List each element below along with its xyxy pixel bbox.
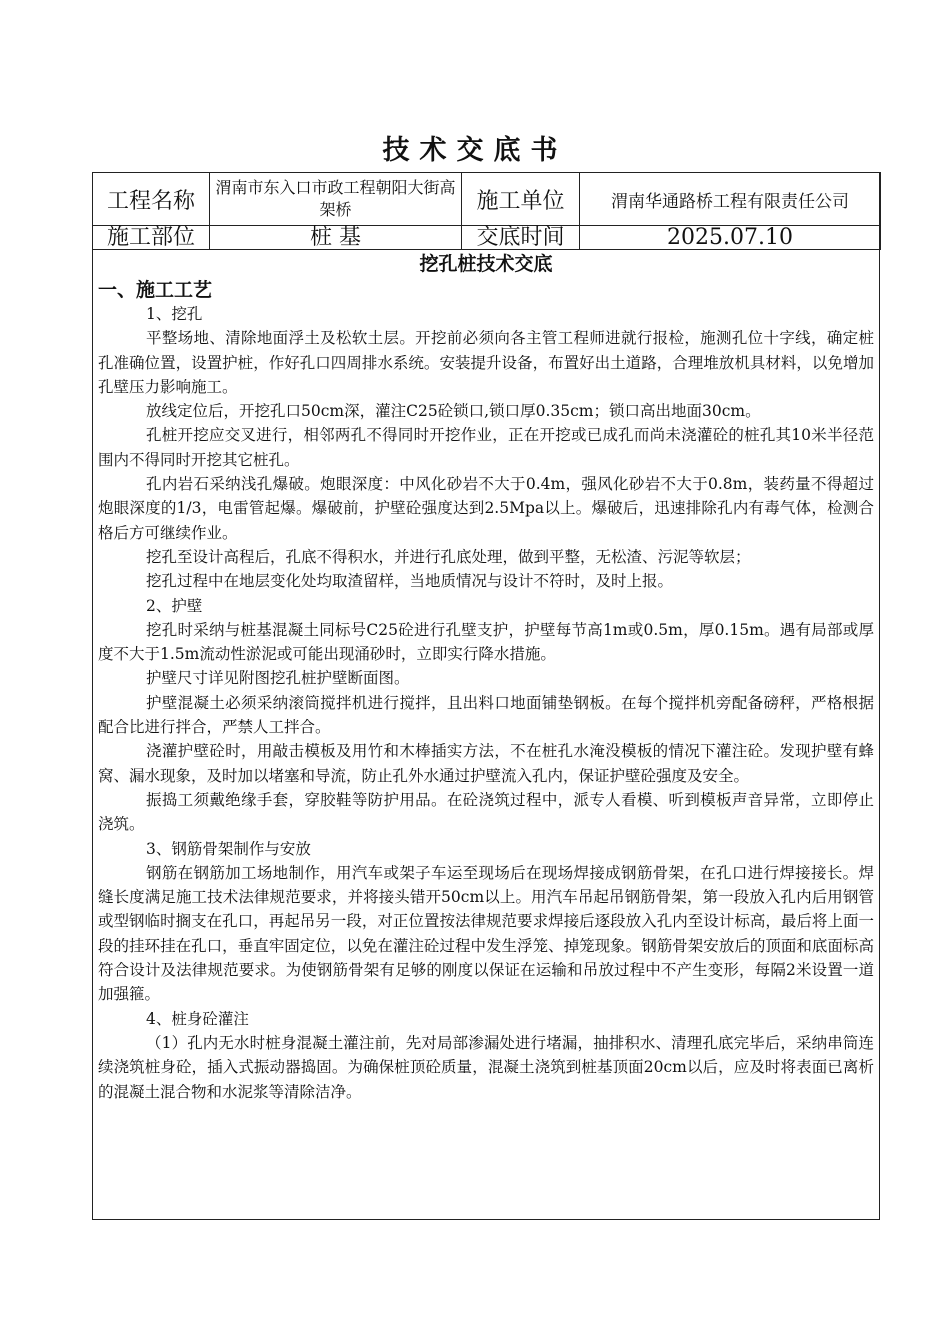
project-name-label: 工程名称: [93, 173, 210, 226]
subheading-retaining-wall: 2、护壁: [146, 596, 203, 615]
subheading-rebar-cage: 3、钢筋骨架制作与安放: [146, 839, 311, 858]
construction-unit-label: 施工单位: [462, 173, 580, 226]
paragraph: 挖孔过程中在地层变化处均取渣留样，当地质情况与设计不符时，及时上报。: [146, 572, 674, 591]
construction-part-value: 桩 基: [210, 226, 462, 250]
paragraph: 护壁混凝土必须采纳滚筒搅拌机进行搅拌，且出料口地面铺垫钢板。在每个搅拌机旁配备磅秤，严格根据配合比进行拌合，严禁人工拌合。: [98, 693, 874, 737]
header-table: [92, 172, 881, 250]
paragraph: 护壁尺寸详见附图挖孔桩护壁断面图。: [146, 669, 410, 688]
briefing-time-label: 交底时间: [462, 226, 580, 250]
section-title: 挖孔桩技术交底: [419, 253, 553, 275]
paragraph: 钢筋在钢筋加工场地制作，用汽车或架子车运至现场后在现场焊接成钢筋骨架，在孔口进行焊接接长。焊缝长度满足施工技术法律规范要求，并将接头错开50cm以上。用汽车吊起吊钢筋骨架，第一段放入孔内后用钢管或型钢临时搁支在孔口，再起吊另一段，对正位置按法律规范要求焊接后逐段放入孔内至设计标高，最后将上面一段的挂环挂在孔口，垂直牢固定位，以免在灌注砼过程中发生浮笼、掉笼现象。钢筋骨架安放后的顶面和底面标高符合设计及法律规范要求。为使钢筋骨架有足够的刚度以保证在运输和吊放过程中不产生变形，每隔2米设置一道加强箍。: [98, 863, 874, 1004]
project-name-value: 渭南市东入口市政工程朝阳大街高架桥: [210, 173, 462, 226]
paragraph: 挖孔时采纳与桩基混凝土同标号C25砼进行孔壁支护，护壁每节高1m或0.5m，厚0.15m。遇有局部或厚度不大于1.5m流动性淤泥或可能出现涌砂时，立即实行降水措施。: [98, 620, 874, 664]
paragraph: 振捣工须戴绝缘手套，穿胶鞋等防护用品。在砼浇筑过程中，派专人看模、听到模板声音异常，立即停止浇筑。: [98, 790, 874, 834]
construction-part-label: 施工部位: [93, 226, 210, 250]
paragraph: （1）孔内无水时桩身混凝土灌注前，先对局部渗漏处进行堵漏，抽排积水、清理孔底完毕后，采纳串筒连续浇筑桩身砼，插入式振动器捣固。为确保桩顶砼质量，混凝土浇筑到桩基顶面20cm以后，应及时将表面已离析的混凝土混合物和水泥浆等清除洁净。: [98, 1033, 874, 1101]
subheading-dig-hole: 1、挖孔: [146, 305, 203, 323]
content-body: [98, 250, 874, 1104]
construction-unit-value: 渭南华通路桥工程有限责任公司: [580, 173, 881, 226]
paragraph: 浇灌护壁砼时，用敲击模板及用竹和木棒插实方法，不在桩孔水淹没模板的情况下灌注砼。发现护壁有蜂窝、漏水现象，及时加以堵塞和导流，防止孔外水通过护壁流入孔内，保证护壁砼强度及安全。: [98, 742, 874, 785]
subheading-pile-pouring: 4、桩身砼灌注: [146, 1009, 249, 1028]
paragraph: 孔桩开挖应交叉进行，相邻两孔不得同时开挖作业，正在开挖或已成孔而尚未浇灌砼的桩孔其10米半径范围内不得同时开挖其它桩孔。: [98, 426, 874, 469]
paragraph: 挖孔至设计高程后，孔底不得积水，并进行孔底处理，做到平整，无松渣、污泥等软层；: [146, 547, 751, 566]
paragraph: 孔内岩石采纳浅孔爆破。炮眼深度：中风化砂岩不大于0.4m，强风化砂岩不大于0.8m，装药量不得超过炮眼深度的1/3，电雷管起爆。爆破前，护壁砼强度达到2.5Mpa以上。爆破后，迅速排除孔内有毒气体，检测合格后方可继续作业。: [98, 475, 874, 542]
briefing-time-value: 2025.07.10: [580, 226, 881, 250]
heading-construction-craft: 一、施工工艺: [98, 279, 213, 301]
paragraph: 放线定位后，开挖孔口50cm深，灌注C25砼锁口,锁口厚0.35cm；锁口高出地面30cm。: [146, 402, 761, 421]
document-title: 技术交底书: [382, 135, 568, 166]
paragraph: 平整场地、清除地面浮土及松软土层。开挖前必须向各主管工程师进就行报检，施测孔位十字线，确定桩孔准确位置，设置护桩，作好孔口四周排水系统。安装提升设备，布置好出土道路，合理堆放机具材料，以免增加孔壁压力影响施工。: [98, 329, 874, 396]
